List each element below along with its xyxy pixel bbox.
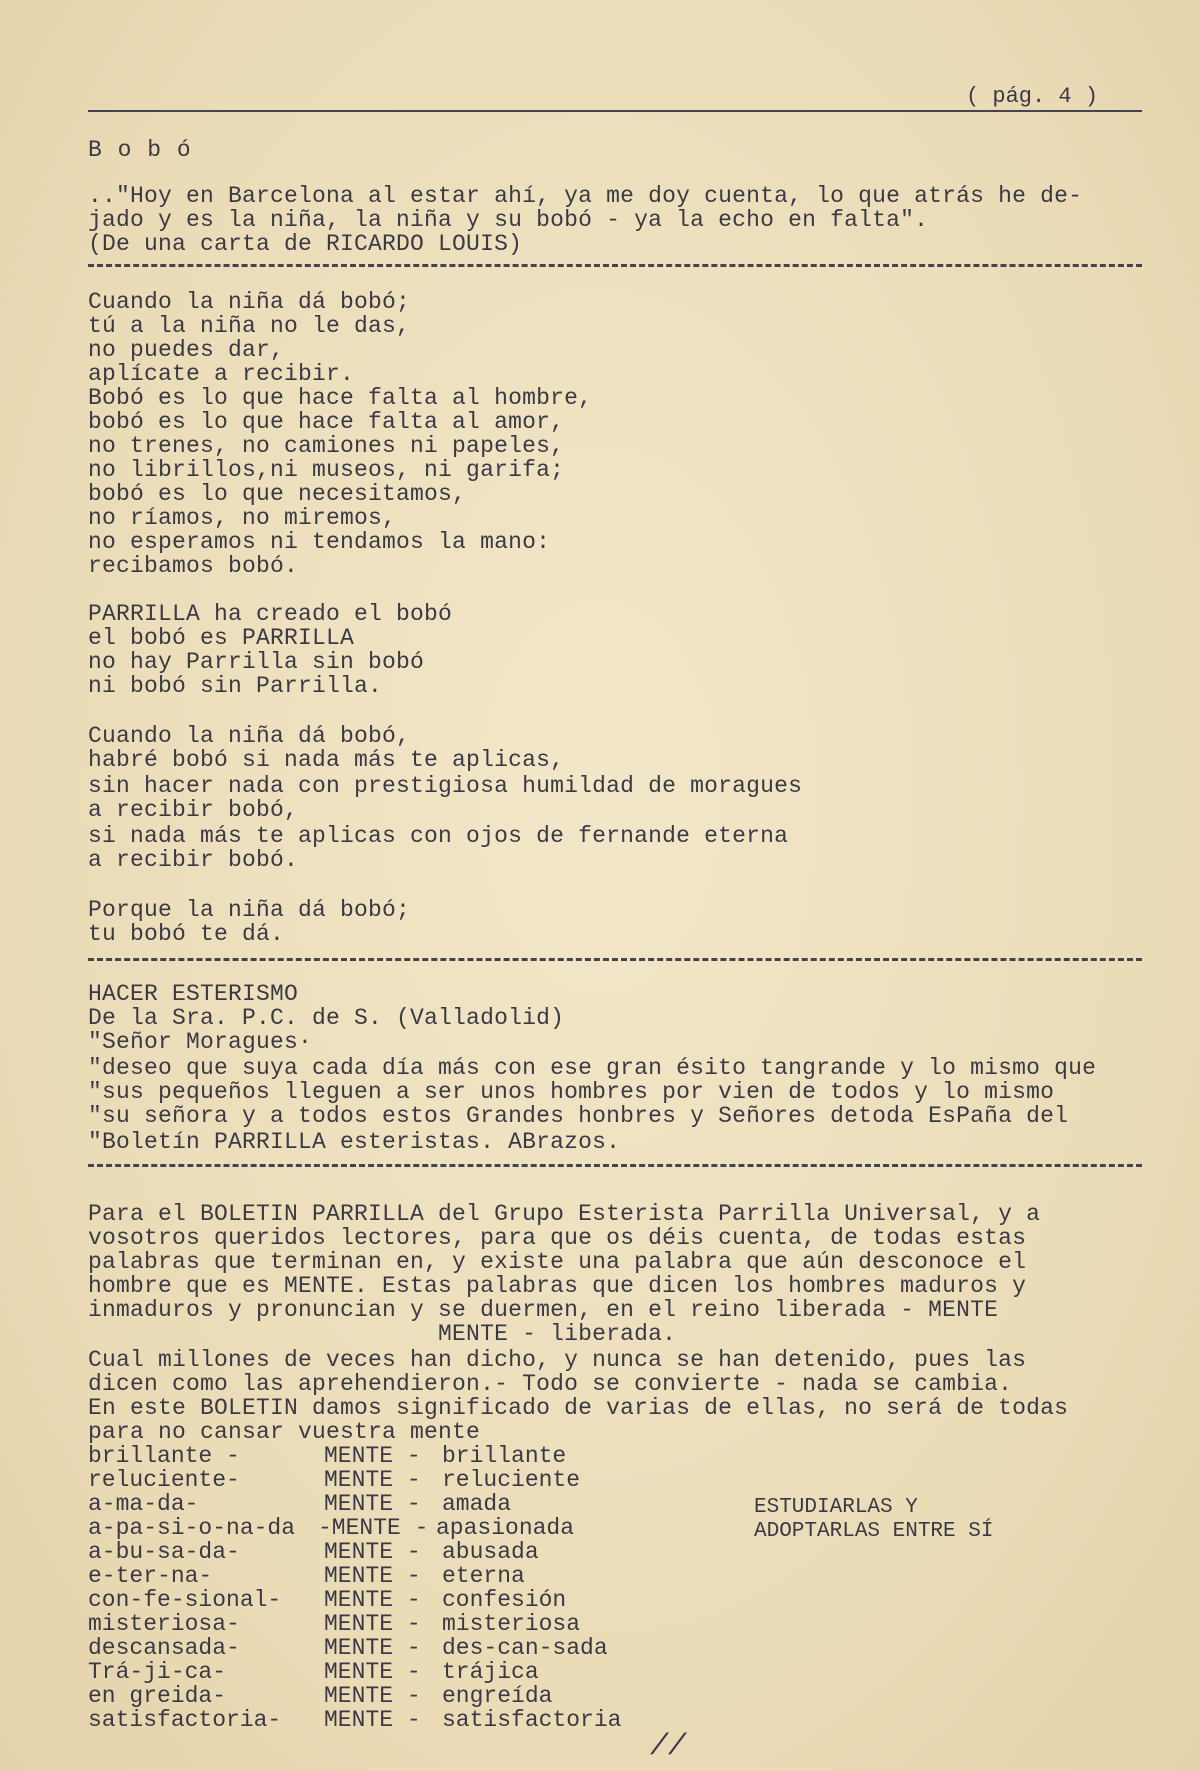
word-list-row	[88, 1612, 580, 1637]
word-mente: MENTE -	[324, 1635, 421, 1661]
intro-line: para no cansar vuestra mente	[88, 1419, 481, 1445]
divider	[88, 958, 1142, 961]
letter-line: De la Sra. P.C. de S. (Valladolid)	[88, 1005, 565, 1031]
word-result: trájica	[442, 1659, 539, 1685]
poem-line: tu bobó te dá.	[88, 921, 285, 947]
word-mente: MENTE -	[324, 1683, 421, 1709]
word-list-row	[88, 1660, 539, 1685]
poem-line: aplícate a recibir.	[88, 361, 355, 387]
word-split: en greida-	[88, 1683, 227, 1709]
poem-line: bobó es lo que hace falta al amor,	[88, 409, 565, 435]
poem-line: si nada más te aplicas con ojos de fernande eterna	[88, 823, 789, 849]
intro-line: dicen como las aprehendieron.- Todo se convierte - nada se cambia.	[88, 1371, 1013, 1397]
word-split: e-ter-na-	[88, 1563, 213, 1589]
intro-line: inmaduros y pronuncian y se duermen, en el reino liberada - MENTE	[88, 1297, 999, 1323]
word-mente: MENTE -	[324, 1659, 421, 1685]
poem-line: Bobó es lo que hace falta al hombre,	[88, 385, 593, 411]
poem-line: no puedes dar,	[88, 337, 285, 363]
word-split: a-ma-da-	[88, 1491, 199, 1517]
epigraph-line: (De una carta de RICARDO LOUIS)	[88, 231, 523, 257]
side-note-line: ESTUDIARLAS Y	[754, 1496, 918, 1519]
page-number: ( pág. 4 )	[966, 84, 1099, 109]
word-split: misteriosa-	[88, 1611, 240, 1637]
intro-line: vosotros queridos lectores, para que os déis cuenta, de todas estas	[88, 1225, 1027, 1251]
poem-line: habré bobó si nada más te aplicas,	[88, 747, 565, 773]
word-mente: MENTE -	[324, 1707, 421, 1733]
word-result: satisfactoria	[442, 1707, 622, 1733]
letter-line: "deseo que suya cada día más con ese gran ésito tangrande y lo mismo que	[88, 1055, 1097, 1081]
word-list-row	[88, 1564, 525, 1589]
word-mente: MENTE -	[324, 1563, 421, 1589]
word-mente: MENTE -	[324, 1443, 421, 1469]
word-mente: MENTE -	[324, 1539, 421, 1565]
poem-line: PARRILLA ha creado el bobó	[88, 601, 453, 627]
poem-line: a recibir bobó.	[88, 847, 299, 873]
intro-line: Cual millones de veces han dicho, y nunca se han detenido, pues las	[88, 1347, 1027, 1373]
word-result: confesión	[442, 1587, 567, 1613]
word-result: apasionada	[436, 1515, 575, 1541]
poem-line: el bobó es PARRILLA	[88, 625, 355, 651]
epigraph-line: .."Hoy en Barcelona al estar ahí, ya me doy cuenta, lo que atrás he de-	[88, 183, 1083, 209]
intro-line: palabras que terminan en, y existe una palabra que aún desconoce el	[88, 1249, 1027, 1275]
word-result: abusada	[442, 1539, 539, 1565]
poem-line: Cuando la niña dá bobó;	[88, 289, 411, 315]
word-result: des-can-sada	[442, 1635, 608, 1661]
poem-line: sin hacer nada con prestigiosa humildad de moragues	[88, 773, 803, 799]
word-mente: MENTE -	[324, 1611, 421, 1637]
intro-line: En este BOLETIN damos significado de varias de ellas, no será de todas	[88, 1395, 1069, 1421]
word-mente: MENTE -	[324, 1491, 421, 1517]
word-list-row	[88, 1444, 566, 1469]
word-list-row	[88, 1468, 580, 1493]
word-split: reluciente-	[88, 1467, 240, 1493]
word-mente: -MENTE -	[318, 1515, 429, 1541]
word-list-row	[88, 1636, 608, 1661]
poem-line: no esperamos ni tendamos la mano:	[88, 529, 551, 555]
poem-line: ni bobó sin Parrilla.	[88, 673, 383, 699]
word-list-row	[88, 1540, 539, 1565]
word-split: a-bu-sa-da-	[88, 1539, 240, 1565]
handwritten-mark: //	[650, 1730, 687, 1764]
word-split: Trá-ji-ca-	[88, 1659, 227, 1685]
letter-line: "su señora y a todos estos Grandes honbres y Señores detoda EsPaña del	[88, 1103, 1069, 1129]
header-rule	[88, 110, 1142, 112]
word-split: descansada-	[88, 1635, 240, 1661]
divider	[88, 1164, 1142, 1167]
letter-line: "Señor Moragues·	[88, 1029, 313, 1055]
poem-line: bobó es lo que necesitamos,	[88, 481, 467, 507]
word-list-row	[88, 1516, 574, 1541]
word-split: con-fe-sional-	[88, 1587, 282, 1613]
section-title: B o b ó	[88, 137, 192, 163]
letter-line: "Boletín PARRILLA esteristas. ABrazos.	[88, 1129, 621, 1155]
poem-line: Cuando la niña dá bobó,	[88, 723, 411, 749]
word-split: a-pa-si-o-na-da	[88, 1515, 296, 1541]
intro-line: Para el BOLETIN PARRILLA del Grupo Esterista Parrilla Universal, y a	[88, 1201, 1041, 1227]
letter-heading: HACER ESTERISMO	[88, 981, 299, 1007]
intro-line: MENTE - liberada.	[88, 1321, 677, 1347]
word-mente: MENTE -	[324, 1467, 421, 1493]
word-result: reluciente	[442, 1467, 581, 1493]
word-mente: MENTE -	[324, 1587, 421, 1613]
divider	[88, 264, 1142, 267]
word-result: amada	[442, 1491, 512, 1517]
poem-line: no librillos,ni museos, ni garifa;	[88, 457, 565, 483]
word-list-row	[88, 1708, 621, 1733]
poem-line: recibamos bobó.	[88, 553, 299, 579]
side-note-line: ADOPTARLAS ENTRE SÍ	[754, 1520, 994, 1543]
word-list-row	[88, 1492, 511, 1517]
poem-line: no hay Parrilla sin bobó	[88, 649, 425, 675]
poem-line: no trenes, no camiones ni papeles,	[88, 433, 565, 459]
word-result: brillante	[442, 1443, 567, 1469]
word-split: brillante -	[88, 1443, 240, 1469]
word-result: engreída	[442, 1683, 553, 1709]
word-result: eterna	[442, 1563, 525, 1589]
word-list-row	[88, 1684, 552, 1709]
word-list-row	[88, 1588, 566, 1613]
intro-line: hombre que es MENTE. Estas palabras que dicen los hombres maduros y	[88, 1273, 1027, 1299]
poem-line: Porque la niña dá bobó;	[88, 897, 411, 923]
poem-line: tú a la niña no le das,	[88, 313, 411, 339]
poem-line: a recibir bobó,	[88, 797, 299, 823]
poem-line: no ríamos, no miremos,	[88, 505, 397, 531]
epigraph-line: jado y es la niña, la niña y su bobó - ya la echo en falta".	[88, 207, 929, 233]
word-result: misteriosa	[442, 1611, 581, 1637]
word-split: satisfactoria-	[88, 1707, 282, 1733]
letter-line: "sus pequeños lleguen a ser unos hombres por vien de todos y lo mismo	[88, 1079, 1055, 1105]
